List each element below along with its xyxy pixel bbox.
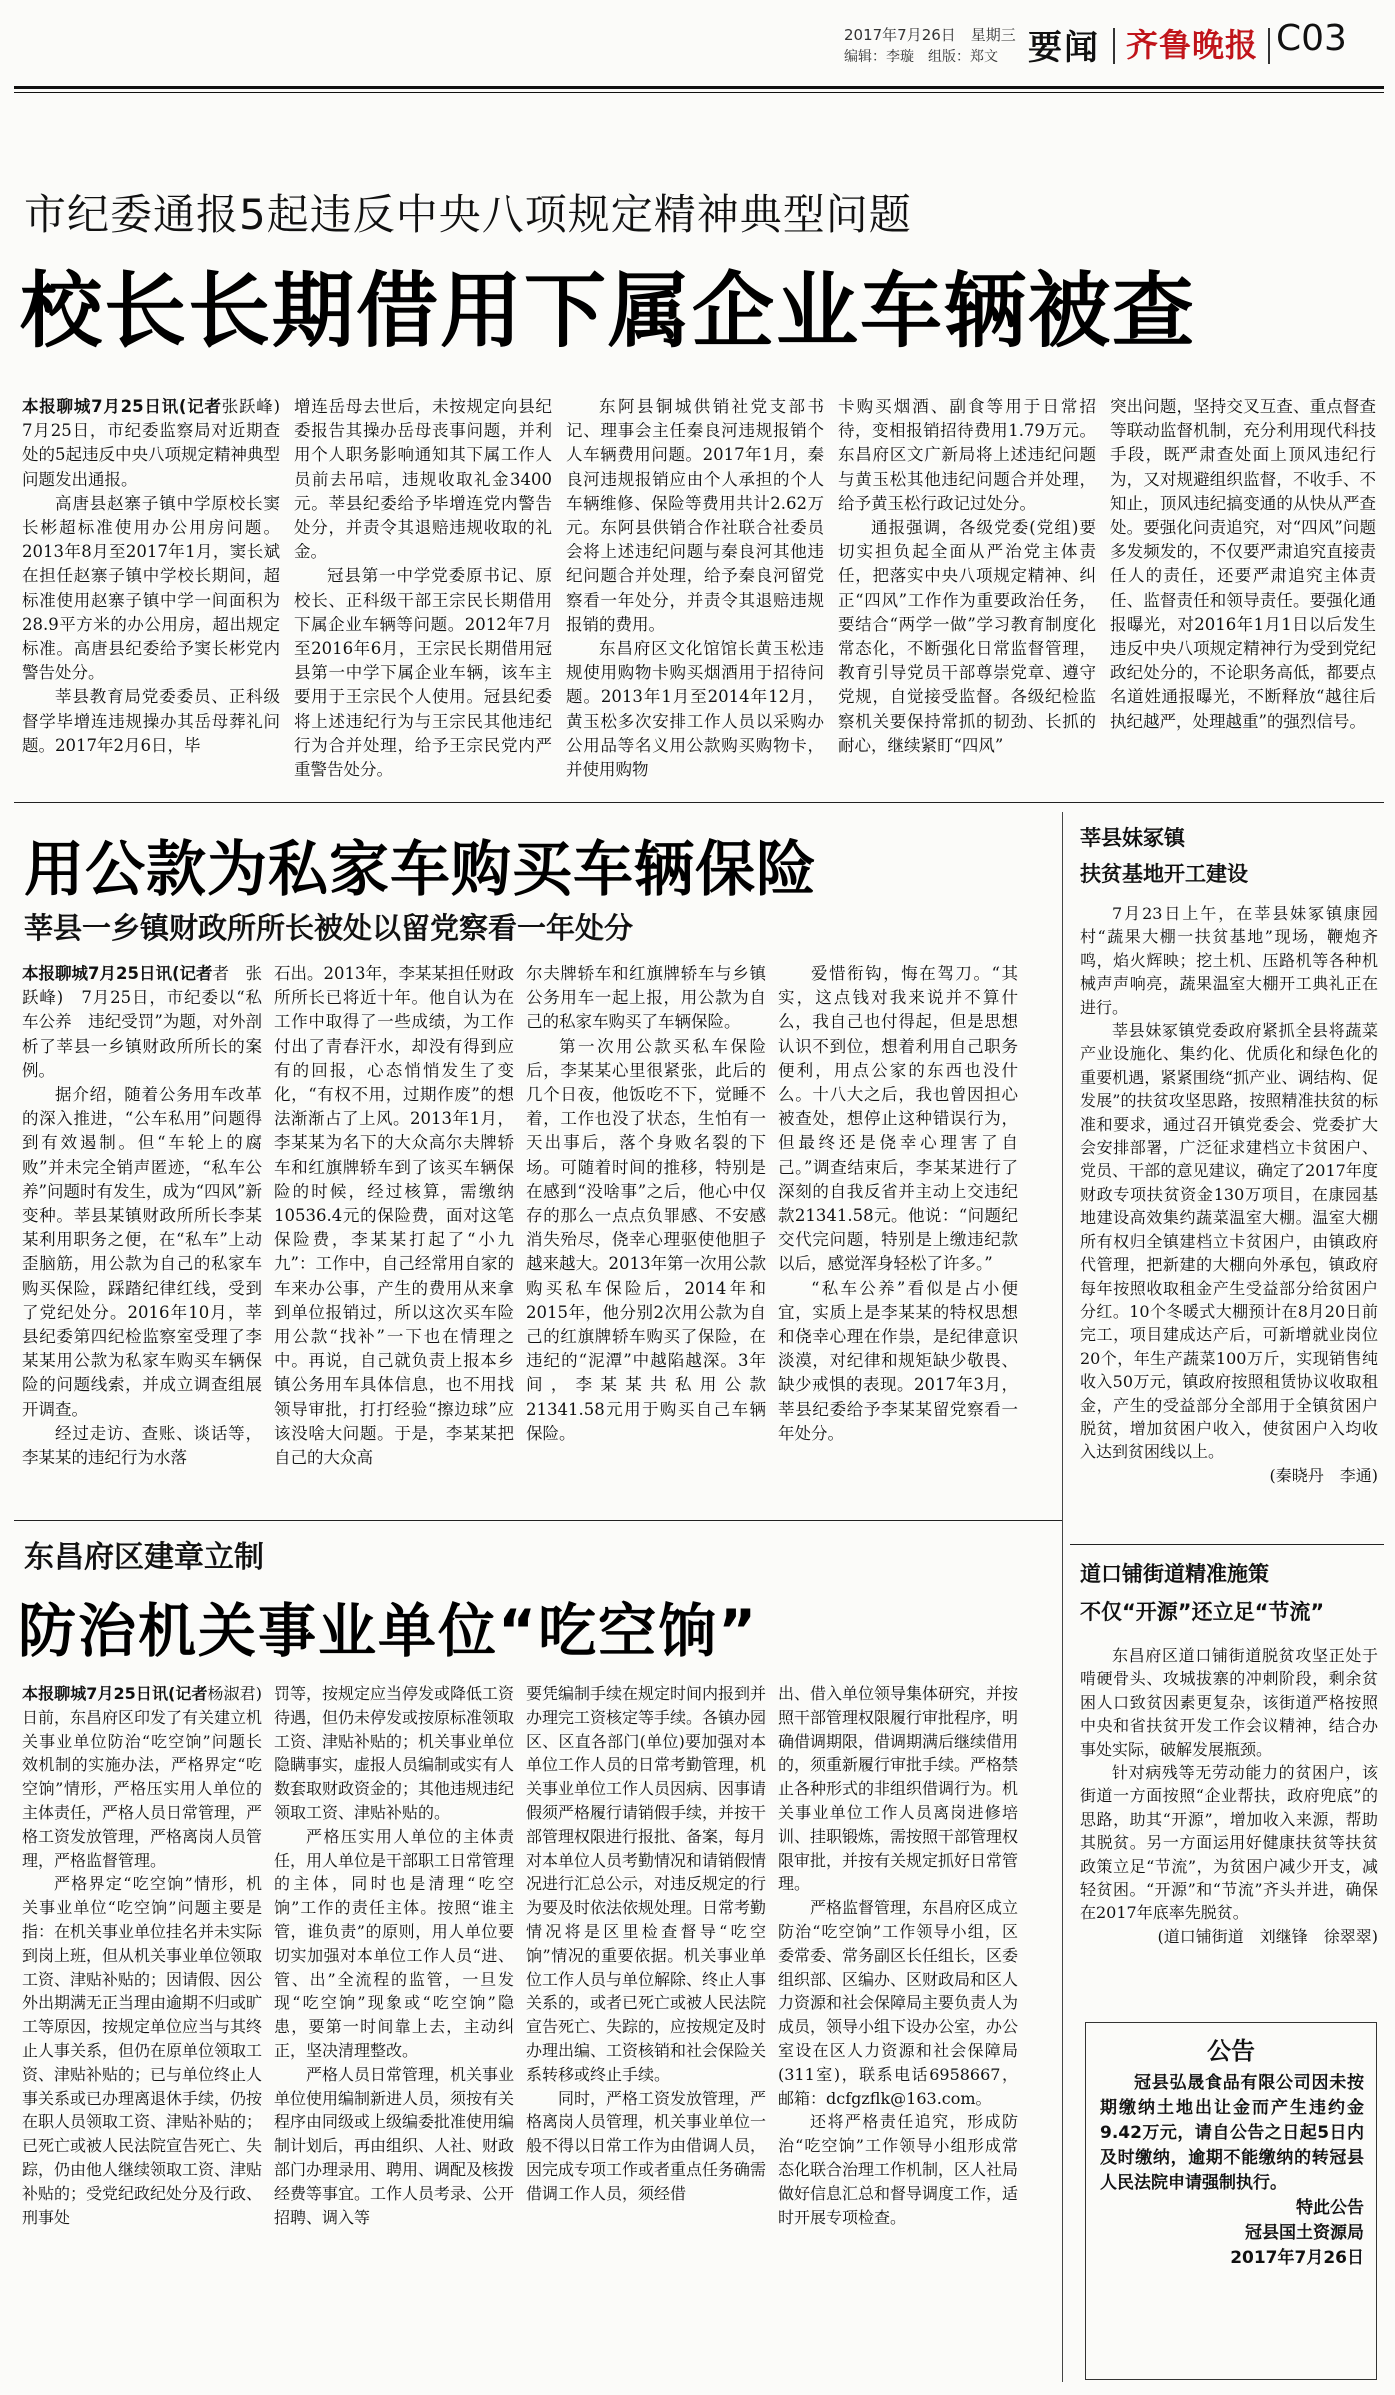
paragraph: 严格界定“吃空饷”情形，机关事业单位“吃空饷”问题主要是指：在机关事业单位挂名并未实际到岗上班，但从机关事业单位领取工资、津贴补贴的；因请假、因公外出期满无正当理由逾期不归或旷工等原因，按规定单位应当与其终止人事关系，但仍在原单位领取工资、津贴补贴的；已与单位终止人事关系或已办理离退休手续，仍按在职人员领取工资、津贴补贴的；已死亡或被人民法院宣告死亡、失踪，仍由他人继续领取工资、津贴补贴的；受党纪政纪处分及行政、刑事处 (22, 1874, 263, 2227)
paragraph: 严格压实用人单位的主体责任，用人单位是干部职工日常管理的主体，同时也是清理“吃空饷”工作的责任主体。按照“谁主管，谁负责”的原则，用人单位要切实加强对本单位工作人员“进、管、出”全流程的监管，一旦发现“吃空饷”现象或“吃空饷”隐患，要第一时间靠上去，主动纠正，坚决清理整改。 (274, 1826, 515, 2060)
story1-headline: 校长长期借用下属企业车辆被查 (20, 264, 1197, 359)
story2-column (274, 962, 514, 1470)
side2-kicker: 道口铺街道精准施策 (1080, 1562, 1269, 1586)
top-rule (14, 86, 1384, 89)
paragraph: 增连岳母去世后，未按规定向县纪委报告其操办岳母丧事问题，并利用个人职务影响通知其下属工作人员前去吊唁，违规收取礼金3400元。莘县纪委给予毕增连党内警告处分，并责令其退赔违规收取的礼金。 (294, 397, 552, 562)
masthead-divider (1268, 28, 1270, 64)
story1-byline: 本报聊城7月25日讯(记者 (22, 397, 222, 416)
paragraph: 通报强调，各级党委(党组)要切实担负起全面从严治党主体责任，把落实中央八项规定精神、纠正“四风”工作作为重要政治任务，要结合“两学一做”学习教育制度化常态化，不断强化日常监督管理，教育引导党员干部尊崇党章、遵守党规，自觉接受监督。各级纪检监察机关要保持常抓的韧劲、长抓的耐心，继续紧盯“四风” (838, 518, 1096, 755)
side1-body (1080, 902, 1378, 1487)
paragraph: 东昌府区道口铺街道脱贫攻坚正处于啃硬骨头、攻城拔寨的冲刺阶段，剩余贫困人口致贫因素更复杂，该街道严格按照中央和省扶贫开发工作会议精神，结合办事处实际，破解发展瓶颈。 (1080, 1646, 1378, 1759)
paragraph: 突出问题，坚持交叉互查、重点督查等联动监督机制，充分利用现代科技手段，既严肃查处面上顶风违纪行为，又对规避组织监督，不收手、不知止，顶风违纪搞变通的从快从严查处。要强化问责追究，对“四风”问题多发频发的，不仅要严肃追究直接责任人的责任，还要严肃追究主体责任、监督责任和领导责任。要强化通报曝光，对2016年1月1日以后发生违反中央八项规定精神行为受到党纪政纪处分的，不论职务高低，都要点名道姓通报曝光，不断释放“越往后执纪越严，处理越重”的强烈信号。 (1110, 397, 1376, 731)
notice-title: 公告 (1207, 2037, 1255, 2065)
top-rule-thin (14, 92, 1384, 93)
story2-column (526, 962, 766, 1446)
paragraph: 者 张跃峰) 7月25日，市纪委以“私车公养 违纪受罚”为题，对外剖析了莘县一乡镇财政所所长的案例。 (22, 964, 263, 1080)
story3-column (526, 1682, 766, 2206)
side1-headline: 扶贫基地开工建设 (1080, 862, 1248, 886)
paragraph: 严格人员日常管理，机关事业单位使用编制新进人员，须按有关程序由同级或上级编委批准使用编制计划后，再由组织、人社、财政部门办理录用、聘用、调配及核拨经费等事宜。工作人员考录、公开招聘、调入等 (274, 2064, 515, 2227)
issue-date: 2017年7月26日 星期三 (844, 26, 1016, 44)
story2-column (22, 962, 262, 1470)
story3-headline: 防治机关事业单位“吃空饷” (18, 1597, 759, 1665)
paragraph: 7月23日上午，在莘县妹冢镇康园村“蔬果大棚一扶贫基地”现场，鞭炮齐鸣，焰火辉映；挖土机、压路机等各种机械声声响亮，蔬果温室大棚开工典礼正在进行。 (1080, 904, 1378, 1017)
public-notice (1085, 2022, 1377, 2380)
paragraph: 针对病残等无劳动能力的贫困户，该街道一方面按照“企业帮扶，政府兜底”的思路，助其“开源”，增加收入来源，帮助其脱贫。另一方面运用好健康扶贫等扶贫政策立足“节流”，为贫困户减少开支，减轻贫困。“开源”和“节流”齐头并进，确保在2017年底率先脱贫。 (1080, 1763, 1378, 1923)
paragraph: 第一次用公款买私车保险后，李某某心里很紧张，此后的几个日夜，他饭吃不下，觉睡不着，工作也没了状态，生怕有一天出事后，落个身败名裂的下场。可随着时间的推移，特别是在感到“没啥事”之后，他心中仅存的那么一点点负罪感、不安感消失殆尽，侥幸心理驱使他胆子越来越大。2013年第一次用公款购买私车保险后，2014年和2015年，他分别2次用公款为自己的红旗牌轿车购买了保险，在违纪的“泥潭”中越陷越深。3年间，李某某共私用公款21341.58元用于购买自己车辆保险。 (526, 1036, 766, 1443)
story1-column (566, 395, 824, 782)
story2-byline: 本报聊城7月25日讯(记者 (22, 964, 213, 983)
story2-deck: 莘县一乡镇财政所所长被处以留党察看一年处分 (24, 911, 634, 945)
story1-column (294, 395, 552, 782)
story3-kicker: 东昌府区建章立制 (24, 1540, 264, 1575)
side-divider (1070, 1544, 1384, 1545)
notice-sign-closing: 特此公告 (1296, 2198, 1364, 2218)
paragraph: 罚等，按规定应当停发或降低工资待遇，但仍未停发或按原标准领取工资、津贴补贴的；机关事业单位隐瞒事实，虚报人员编制或实有人数套取财政资金的；其他违规违纪领取工资、津贴补贴的。 (274, 1684, 515, 1822)
paragraph: 卡购买烟酒、副食等用于日常招待，变相报销招待费用1.79万元。东昌府区文广新局将上述违纪问题与黄玉松其他违纪问题合并处理，给予黄玉松行政记过处分。 (838, 397, 1096, 513)
notice-sign-issuer: 冠县国土资源局 (1245, 2223, 1364, 2243)
paragraph: 高唐县赵寨子镇中学原校长窦长彬超标准使用办公用房问题。2013年8月至2017年1月，窦长斌在担任赵寨子镇中学校长期间，超标准使用赵寨子镇中学一间面积为28.9平方米的办公用房，超出规定标准。高唐县纪委给予窦长彬党内警告处分。 (22, 493, 280, 683)
section-title: 要闻 (1028, 28, 1100, 68)
paragraph: 莘县教育局党委委员、正科级督学毕增连违规操办其岳母葬礼问题。2017年2月6日，毕 (22, 687, 280, 755)
paragraph: 东阿县铜城供销社党支部书记、理事会主任秦良河违规报销个人车辆费用问题。2017年1月，秦良河违规报销应由个人承担的个人车辆维修、保险等费用共计2.62万元。东阿县供销合作社联合社委员会将上述违纪问题与秦良河其他违纪问题合并处理，给予秦良河留党察看一年处分，并责令其退赔违规报销的费用。 (566, 397, 824, 634)
paragraph: 冠县第一中学党委原书记、原校长、正科级干部王宗民长期借用下属企业车辆等问题。2012年7月至2016年6月，王宗民长期借用冠县第一中学下属企业车辆，该车主要用于王宗民个人使用。冠县纪委将上述违纪行为与王宗民其他违纪行为合并处理，给予王宗民党内严重警告处分。 (294, 566, 552, 780)
editor-credits: 编辑：李璇 组版：郑文 (844, 49, 998, 65)
paragraph: 莘县妹冢镇党委政府紧抓全县将蔬菜产业设施化、集约化、优质化和绿色化的重要机遇，紧紧围绕“抓产业、调结构、促发展”的扶贫攻坚思路，按照精准扶贫的标准和要求，通过召开镇党委会、党委扩大会安排部署，广泛征求建档立卡贫困户、党员、干部的意见建议，确定了2017年度财政专项扶贫资金130万项目，在康园基地建设高效集约蔬菜温室大棚。温室大棚所有权归全镇建档立卡贫困户，由镇政府代管理，把新建的大棚向外承包，镇政府每年按照收取租金产生受益部分给贫困户分红。10个冬暖式大棚预计在8月20日前完工，项目建成达产后，可新增就业岗位20个，年生产蔬菜100万斤，实现销售纯收入50万元，镇政府按照租赁协议收取租金，产生的受益部分全部用于全镇贫困户脱贫，增加贫困户收入，使贫困户入均收入达到贫困线以上。 (1080, 1021, 1378, 1462)
story3-column (22, 1682, 279, 2229)
story1-column (22, 395, 297, 758)
paragraph: “私车公养”看似是占小便宜，实质上是李某某的特权思想和侥幸心理在作祟，是纪律意识淡漠，对纪律和规矩缺少敬畏、缺少戒惧的表现。2017年3月，莘县纪委给予李某某留党察看一年处分。 (778, 1278, 1018, 1443)
notice-sign-date: 2017年7月26日 (1230, 2248, 1364, 2268)
paragraph: 严格监督管理，东昌府区成立防治“吃空饷”工作领导小组，区委常委、常务副区长任组长，区委组织部、区编办、区财政局和区人力资源和社会保障局主要负责人为成员，领导小组下设办公室，办公室设在区人力资源和社会保障局(311室)，联系电话6958667，邮箱：dcfgzflk@163.com。 (778, 1898, 1019, 2108)
story2-column (778, 962, 1018, 1446)
paragraph: 尔夫牌轿车和红旗牌轿车与乡镇公务用车一起上报，用公款为自己的私家车购买了车辆保险。 (526, 964, 766, 1032)
paragraph: 杨淑君) 日前，东昌府区印发了有关建立机关事业单位防治“吃空饷”问题长效机制的实施办法，严格界定“吃空饷”情形，严格压实用人单位的主体责任，严格人员日常管理，严格工资发放管理，严格离岗人员管理，严格监督管理。 (22, 1684, 279, 1870)
paragraph: 出、借入单位领导集体研究，并按照干部管理权限履行审批程序，明确借调期限，借调期满后继续借用的，须重新履行审批手续。严格禁止各种形式的非组织借调行为。机关事业单位工作人员离岗进修培训、挂职锻炼，需按照干部管理权限审批，并按有关规定抓好日常管理。 (778, 1684, 1019, 1894)
column-divider (1062, 812, 1063, 2382)
story3-byline: 本报聊城7月25日讯(记者 (22, 1684, 208, 1703)
story1-column (1110, 395, 1376, 734)
newspaper-logo: 齐鲁晚报 (1126, 26, 1259, 64)
side1-credit: (秦晓丹 李通) (1269, 1465, 1378, 1485)
paragraph: 东昌府区文化馆馆长黄玉松违规使用购物卡购买烟酒用于招待问题。2013年1月至2014年12月，黄玉松多次安排工作人员以采购办公用品等名义用公款购买购物卡，并使用购物 (566, 639, 824, 780)
paragraph: 石出。2013年，李某某担任财政所所长已将近十年。他自认为在工作中取得了一些成绩，为工作付出了青春汗水，却没有得到应有的回报，心态悄悄发生了变化，“有权不用，过期作废”的想法渐渐占了上风。2013年1月，李某某为名下的大众高尔夫牌轿车和红旗牌轿车到了该买车辆保险的时候，经过核算，需缴纳10536.4元的保险费，面对这笔保险费，李某某打起了“小九九”：工作中，自己经常用自家的车来办公事，产生的费用从来拿到单位报销过，所以这次买车险用公款“找补”一下也在情理之中。再说，自己就负责上报本乡镇公务用车具体信息，也不用找领导审批，打打经验“擦边球”应该没啥大问题。于是，李某某把自己的大众高 (274, 964, 514, 1468)
paragraph: 爱惜衔钩，悔在驾刀。“其实，这点钱对我来说并不算什么，我自己也付得起，但是思想认识不到位，想着利用自己职务便利，用点公家的东西也没什么。十八大之后，我也曾因担心被查处，想停止这种错误行为，但最终还是侥幸心理害了自己。”调查结束后，李某某进行了深刻的自我反省并主动上交违纪款21341.58元。他说：“问题纪交代完问题，特别是上缴违纪款以后，感觉浑身轻松了许多。” (778, 964, 1018, 1274)
side1-kicker: 莘县妹冢镇 (1080, 826, 1185, 850)
notice-body (1100, 2071, 1364, 2271)
story1-kicker: 市纪委通报5起违反中央八项规定精神典型问题 (24, 190, 912, 239)
masthead-divider (1113, 28, 1115, 64)
paragraph: 经过走访、查账、谈话等，李某某的违纪行为水落 (22, 1423, 262, 1468)
notice-text: 冠县弘晟食品有限公司因未按期缴纳土地出让金而产生违约金9.42万元，请自公告之日起5日内及时缴纳，逾期不能缴纳的转冠县人民法院申请强制执行。 (1100, 2073, 1364, 2193)
paragraph: 还将严格责任追究，形成防治“吃空饷”工作领导小组形成常态化联合治理工作机制，区人社局做好信息汇总和督导调度工作，适时开展专项检查。 (778, 2112, 1019, 2227)
story2-headline: 用公款为私家车购买车辆保险 (24, 835, 817, 905)
section-divider (14, 802, 1384, 803)
story1-column (838, 395, 1096, 758)
side2-body (1080, 1644, 1378, 1948)
page-number: C03 (1276, 18, 1347, 59)
story3-column (778, 1682, 1018, 2229)
story3-column (274, 1682, 514, 2229)
paragraph: 张跃峰) 7月25日，市纪委监察局对近期查处的5起违反中央八项规定精神典型问题发出通报。 (22, 397, 297, 489)
section-divider (14, 1520, 1062, 1521)
paragraph: 要凭编制手续在规定时间内报到并办理完工资核定等手续。各镇办园区、区直各部门(单位)要加强对本单位工作人员的日常考勤管理，机关事业单位工作人员因病、因事请假须严格履行请销假手续，并按干部管理权限进行报批、备案，每月对本单位人员考勤情况和请销假情况进行汇总公示，对违反规定的行为要及时依法依规处理。日常考勤情况将是区里检查督导“吃空饷”情况的重要依据。机关事业单位工作人员与单位解除、终止人事关系的，或者已死亡或被人民法院宣告死亡、失踪的，应按规定及时办理出编、工资核销和社会保险关系转移或终止手续。 (526, 1684, 767, 2084)
paragraph: 同时，严格工资发放管理，严格离岗人员管理，机关事业单位一般不得以日常工作为由借调人员，因完成专项工作或者重点任务确需借调工作人员，须经借 (526, 2088, 767, 2203)
side2-headline: 不仅“开源”还立足“节流” (1080, 1600, 1325, 1624)
paragraph: 据介绍，随着公务用车改革的深入推进，“公车私用”问题得到有效遏制。但“车轮上的腐败”并未完全销声匿迹，“私车公养”问题时有发生，成为“四风”新变种。莘县某镇财政所所长李某某利用职务之便，在“私车”上动歪脑筋，用公款为自己的私家车购买保险，踩踏纪律红线，受到了党纪处分。2016年10月，莘县纪委第四纪检监察室受理了李某某用公款为私家车购买车辆保险的问题线索，并成立调查组展开调查。 (22, 1085, 262, 1419)
side2-credit: (道口铺街道 刘继锋 徐翠翠) (1157, 1926, 1378, 1946)
